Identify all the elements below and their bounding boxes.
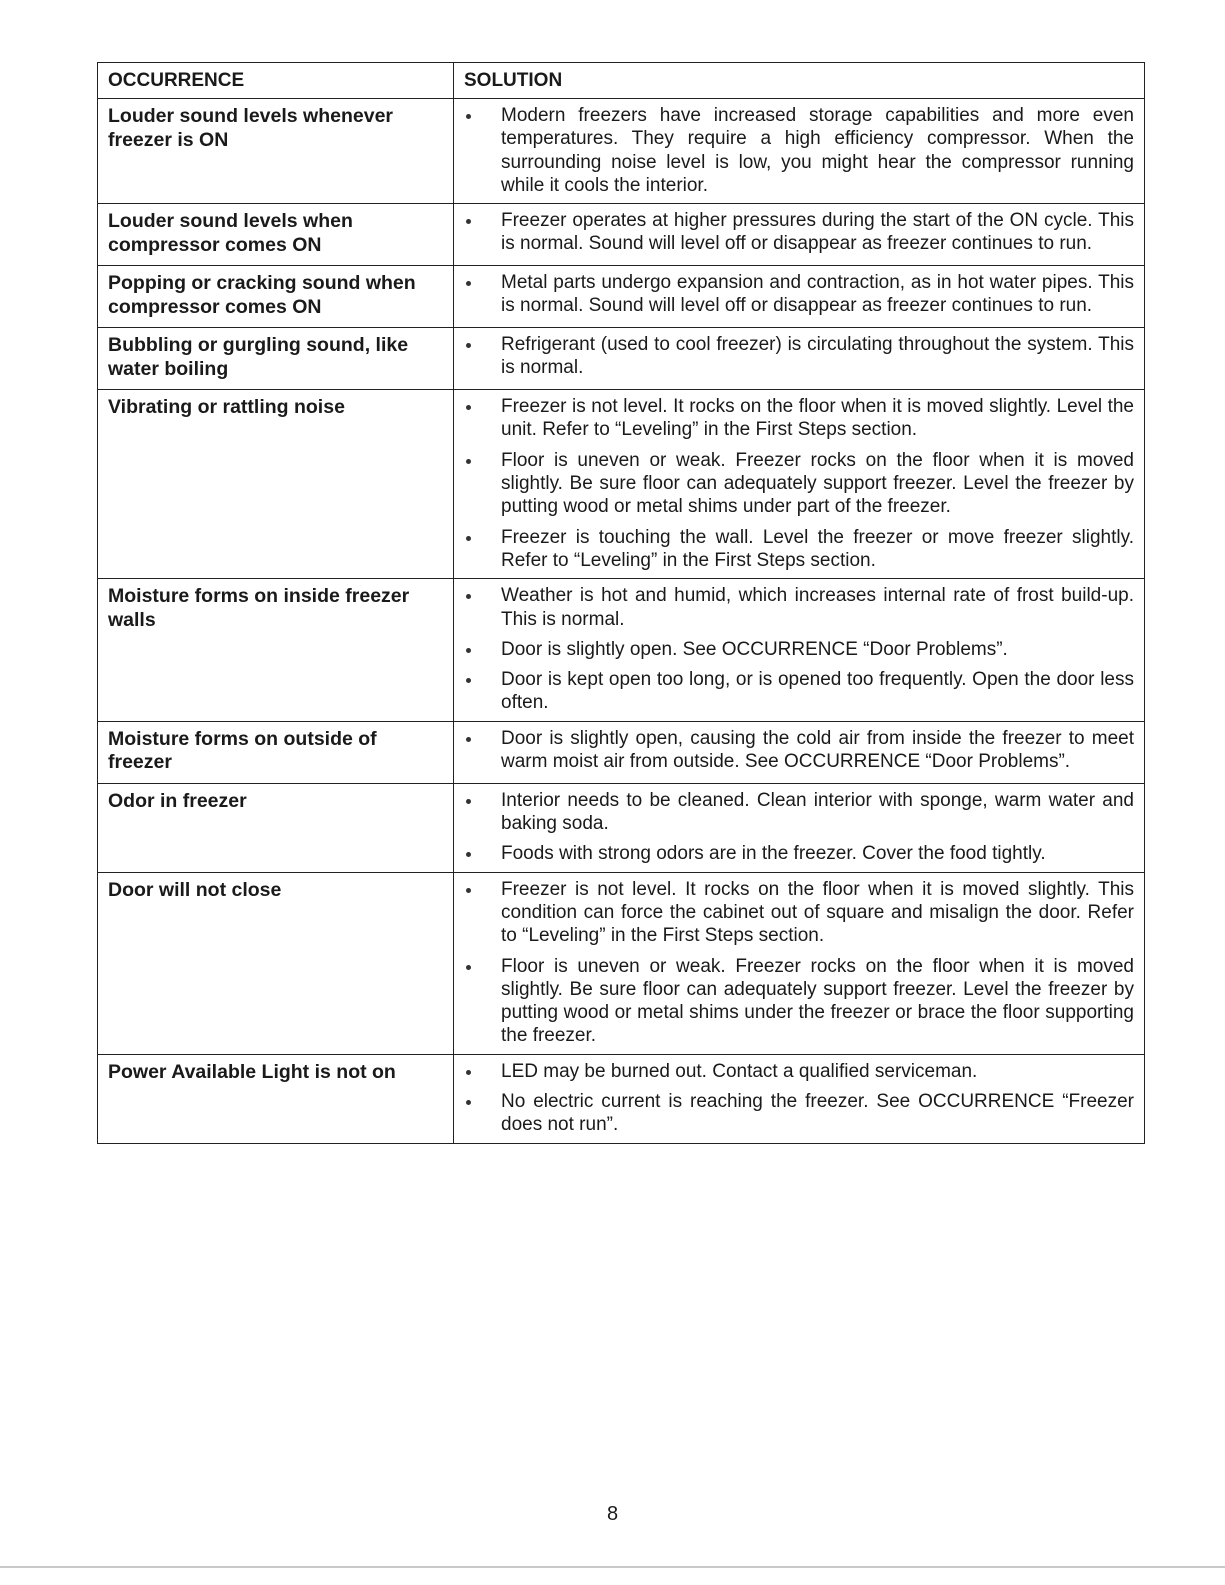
solution-item: [454, 1090, 1134, 1137]
solution-cell: [454, 328, 1145, 390]
occurrence-cell: Louder sound levels whenever freezer is ON: [98, 99, 454, 204]
occurrence-column-header: OCCURRENCE: [98, 63, 454, 99]
solution-item: [454, 449, 1134, 519]
table-row: [98, 390, 1145, 579]
solution-text: Freezer is not level. It rocks on the floor when it is moved slightly. This condition can force the cabinet out of square and misalign the door. Refer to “Leveling” in the First Steps section.: [501, 878, 1134, 947]
bullet-icon: [466, 1070, 471, 1075]
solution-item: [454, 789, 1134, 836]
solution-text: Foods with strong odors are in the freezer. Cover the food tightly.: [501, 843, 1046, 865]
solution-text: Floor is uneven or weak. Freezer rocks on the floor when it is moved slightly. Be sure floor can adequately support freezer. Level the freezer by putting wood or metal shims under the freezer or brace the floor supporting the freezer.: [501, 955, 1134, 1047]
bullet-icon: [466, 888, 471, 893]
solution-text: Freezer is touching the wall. Level the freezer or move freezer slightly. Refer to “Leveling” in the First Steps section.: [501, 526, 1134, 571]
bullet-icon: [466, 281, 471, 286]
solution-item: [454, 955, 1134, 1048]
table-body: [98, 99, 1145, 1144]
table-row: [98, 579, 1145, 721]
solution-item: [454, 333, 1134, 380]
solution-cell: [454, 721, 1145, 783]
solution-item: [454, 104, 1134, 197]
bullet-icon: [466, 737, 471, 742]
solution-text: Modern freezers have increased storage capabilities and more even temperatures. They require a high efficiency compressor. When the surrounding noise level is low, you might hear the compressor running while it cools the interior.: [501, 105, 1134, 196]
solution-list: [454, 789, 1134, 866]
solution-list: [454, 104, 1134, 197]
solution-text: Metal parts undergo expansion and contraction, as in hot water pipes. This is normal. Sound will level off or disappear as freezer continues to run.: [501, 272, 1134, 317]
solution-item: [454, 638, 1134, 661]
solution-column-header: SOLUTION: [454, 63, 1145, 99]
solution-list: [454, 584, 1134, 714]
solution-list: [454, 333, 1134, 380]
solution-item: [454, 727, 1134, 774]
solution-text: Door is slightly open. See OCCURRENCE “Door Problems”.: [501, 638, 1008, 660]
solution-cell: [454, 204, 1145, 266]
occurrence-cell: Louder sound levels when compressor comes ON: [98, 204, 454, 266]
solution-text: LED may be burned out. Contact a qualified serviceman.: [501, 1060, 978, 1082]
table-row: [98, 721, 1145, 783]
table-row: [98, 328, 1145, 390]
solution-item: [454, 395, 1134, 442]
bullet-icon: [466, 114, 471, 119]
solution-item: [454, 209, 1134, 256]
solution-text: Interior needs to be cleaned. Clean interior with sponge, warm water and baking soda.: [501, 789, 1134, 835]
solution-cell: [454, 579, 1145, 721]
solution-text: Freezer is not level. It rocks on the floor when it is moved slightly. Level the unit. Refer to “Leveling” in the First Steps section.: [501, 396, 1134, 441]
troubleshooting-table: [97, 62, 1145, 1144]
solution-item: [454, 526, 1134, 573]
solution-text: Freezer operates at higher pressures during the start of the ON cycle. This is normal. Sound will level off or disappear as freezer continues to run.: [501, 210, 1134, 255]
bullet-icon: [466, 852, 471, 857]
solution-cell: [454, 872, 1145, 1054]
bullet-icon: [466, 965, 471, 970]
table-row: [98, 99, 1145, 204]
table-row: [98, 204, 1145, 266]
occurrence-cell: Moisture forms on outside of freezer: [98, 721, 454, 783]
solution-list: [454, 395, 1134, 572]
solution-text: Refrigerant (used to cool freezer) is circulating throughout the system. This is normal.: [501, 334, 1134, 379]
solution-text: Weather is hot and humid, which increases internal rate of frost build-up. This is normal.: [501, 585, 1134, 630]
solution-cell: [454, 390, 1145, 579]
solution-list: [454, 727, 1134, 774]
occurrence-cell: Vibrating or rattling noise: [98, 390, 454, 579]
solution-item: [454, 271, 1134, 318]
solution-list: [454, 1060, 1134, 1137]
solution-cell: [454, 783, 1145, 872]
bullet-icon: [466, 536, 471, 541]
table-row: [98, 872, 1145, 1054]
bullet-icon: [466, 648, 471, 653]
table-header-row: [98, 63, 1145, 99]
table-row: [98, 1054, 1145, 1143]
solution-list: [454, 209, 1134, 256]
bullet-icon: [466, 405, 471, 410]
solution-item: [454, 668, 1134, 715]
bullet-icon: [466, 459, 471, 464]
page-edge-divider: [0, 1566, 1225, 1568]
table-row: [98, 783, 1145, 872]
solution-list: [454, 271, 1134, 318]
solution-text: Door is slightly open, causing the cold air from inside the freezer to meet warm moist air from outside. See OCCURRENCE “Door Problems”.: [501, 727, 1134, 773]
solution-text: No electric current is reaching the freezer. See OCCURRENCE “Freezer does not run”.: [501, 1091, 1134, 1136]
solution-cell: [454, 266, 1145, 328]
page-number: 8: [606, 1503, 619, 1525]
bullet-icon: [466, 343, 471, 348]
solution-item: [454, 1060, 1134, 1083]
solution-item: [454, 584, 1134, 631]
occurrence-cell: Power Available Light is not on: [98, 1054, 454, 1143]
occurrence-cell: Door will not close: [98, 872, 454, 1054]
solution-cell: [454, 99, 1145, 204]
solution-text: Door is kept open too long, or is opened too frequently. Open the door less often.: [501, 669, 1134, 714]
bullet-icon: [466, 594, 471, 599]
occurrence-cell: Bubbling or gurgling sound, like water boiling: [98, 328, 454, 390]
solution-list: [454, 878, 1134, 1048]
bullet-icon: [466, 799, 471, 804]
solution-text: Floor is uneven or weak. Freezer rocks on the floor when it is moved slightly. Be sure floor can adequately support freezer. Level the freezer by putting wood or metal shims under part of the freezer.: [501, 449, 1134, 518]
bullet-icon: [466, 1100, 471, 1105]
solution-item: [454, 878, 1134, 948]
solution-item: [454, 842, 1134, 865]
occurrence-cell: Odor in freezer: [98, 783, 454, 872]
table-row: [98, 266, 1145, 328]
solution-cell: [454, 1054, 1145, 1143]
bullet-icon: [466, 678, 471, 683]
occurrence-cell: Popping or cracking sound when compressor comes ON: [98, 266, 454, 328]
occurrence-cell: Moisture forms on inside freezer walls: [98, 579, 454, 721]
bullet-icon: [466, 219, 471, 224]
